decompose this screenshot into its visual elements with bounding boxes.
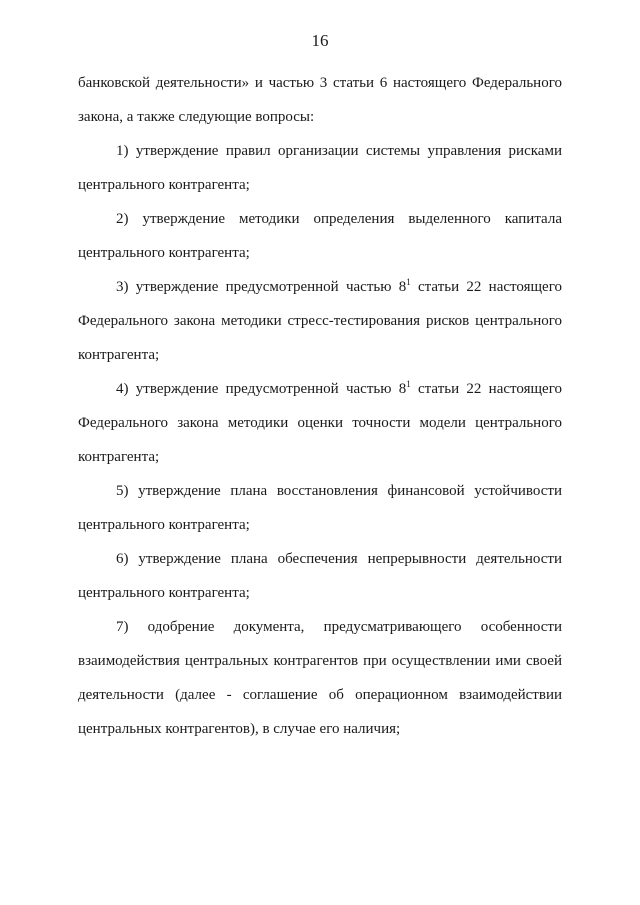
list-item-4-text: 4) утверждение предусмотренной частью 8 xyxy=(116,381,407,397)
list-item-5: 5) утверждение плана восстановления финансовой устойчивости центрального контрагента; xyxy=(78,483,562,533)
page-number: 16 xyxy=(311,31,329,50)
document-body xyxy=(78,66,562,746)
list-item-3-text-cont: статьи 22 настоящего Федерального закона методики стресс-тестирования рисков центрального контрагента; xyxy=(78,279,562,363)
superscript: 1 xyxy=(406,379,411,389)
list-item-4-text-cont: статьи 22 настоящего Федерального закона методики оценки точности модели центрального контрагента; xyxy=(78,381,562,465)
paragraph-intro: банковской деятельности» и частью 3 статьи 6 настоящего Федерального закона, а также следующие вопросы: xyxy=(78,75,562,125)
list-item-1: 1) утверждение правил организации системы управления рисками центрального контрагента; xyxy=(78,143,562,193)
list-item-3-text: 3) утверждение предусмотренной частью 8 xyxy=(116,279,407,295)
list-item-2: 2) утверждение методики определения выделенного капитала центрального контрагента; xyxy=(78,211,562,261)
superscript: 1 xyxy=(406,277,411,287)
list-item-3 xyxy=(78,270,562,372)
list-item-6: 6) утверждение плана обеспечения непрерывности деятельности центрального контрагента; xyxy=(78,551,562,601)
list-item-4 xyxy=(78,372,562,474)
list-item-7: 7) одобрение документа, предусматривающего особенности взаимодействия центральных контрагентов при осуществлении ими своей деятельности (далее - соглашение об операционном взаимодействии центральных контрагентов), в случае его наличия; xyxy=(78,619,562,737)
